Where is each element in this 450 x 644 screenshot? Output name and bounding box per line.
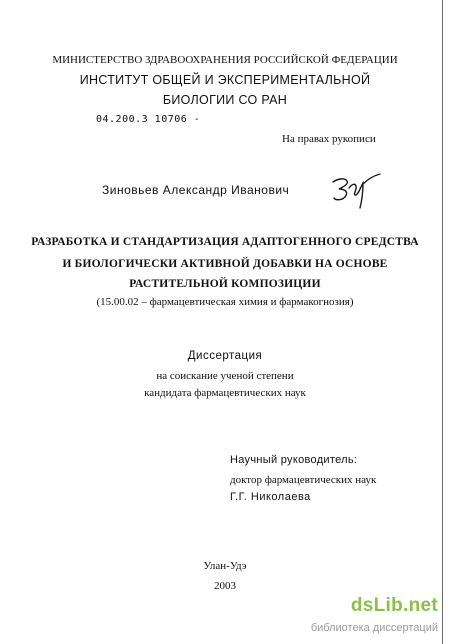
watermark-logo[interactable]: dsLib.net xyxy=(350,595,438,616)
supervisor-degree: доктор фармацевтических наук xyxy=(230,474,377,486)
watermark-subtitle: библиотека диссертаций xyxy=(310,622,438,634)
specialty-code: (15.00.02 – фармацевтическая химия и фармакогнозия) xyxy=(96,296,354,308)
institute-name-line1: ИНСТИТУТ ОБЩЕЙ И ЭКСПЕРИМЕНТАЛЬНОЙ xyxy=(79,73,371,87)
rights-note: На правах рукописи xyxy=(282,133,376,145)
watermark[interactable] xyxy=(282,595,444,641)
registration-number: 04.200.3 10706 - xyxy=(96,114,201,125)
author-name: Зиновьев Александр Иванович xyxy=(102,183,290,197)
supervisor-name: Г.Г. Николаева xyxy=(230,491,311,503)
thesis-title-line2: И БИОЛОГИЧЕСКИ АКТИВНОЙ ДОБАВКИ НА ОСНОВЕ xyxy=(62,258,388,270)
degree-line1: на соискание ученой степени xyxy=(156,370,294,382)
city: Улан-Удэ xyxy=(203,560,247,572)
dissertation-heading: Диссертация xyxy=(187,350,263,362)
institute-name-line2: БИОЛОГИИ СО РАН xyxy=(162,93,288,107)
handwritten-signature xyxy=(325,168,385,213)
degree-line2: кандидата фармацевтических наук xyxy=(144,387,306,399)
thesis-title-line3: РАСТИТЕЛЬНОЙ КОМПОЗИЦИИ xyxy=(129,278,321,290)
supervisor-label: Научный руководитель: xyxy=(230,454,358,466)
thesis-title-line1: РАЗРАБОТКА И СТАНДАРТИЗАЦИЯ АДАПТОГЕННОГО СРЕДСТВА xyxy=(31,236,419,248)
ministry-name: МИНИСТЕРСТВО ЗДРАВООХРАНЕНИЯ РОССИЙСКОЙ ФЕДЕРАЦИИ xyxy=(52,54,398,66)
year: 2003 xyxy=(214,580,236,592)
